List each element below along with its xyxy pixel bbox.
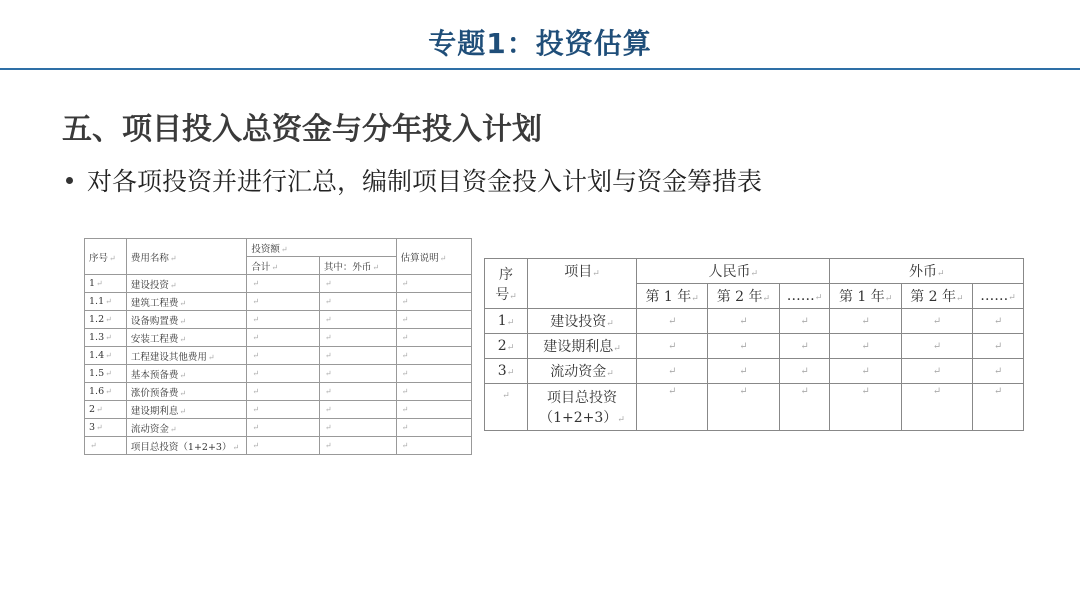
table-row: 1↵ 建设投资↵ ↵ ↵ ↵ ↵ ↵ ↵: [485, 309, 1024, 334]
header-divider: [0, 68, 1080, 70]
header-no: 序 号↵: [485, 259, 528, 309]
bullet-text: 对各项投资并进行汇总，编制项目资金投入计划与资金筹措表: [87, 167, 763, 196]
header-name: 费用名称↵: [126, 239, 246, 275]
header-foreign-more: ……↵: [973, 284, 1024, 309]
header-rmb-year1: 第 1 年↵: [637, 284, 708, 309]
table-row-total: ↵ 项目总投资（1+2+3）↵ ↵ ↵ ↵: [85, 437, 472, 455]
section-heading: 五、项目投入总资金与分年投入计划: [62, 112, 542, 147]
table-row: 2↵ 建设期利息↵ ↵ ↵ ↵ ↵ ↵ ↵: [485, 334, 1024, 359]
table-row: 1↵ 建设投资↵ ↵ ↵ ↵: [85, 275, 472, 293]
header-foreign: 其中：外币↵: [319, 257, 396, 275]
table-row: 2↵ 建设期利息↵ ↵ ↵ ↵: [85, 401, 472, 419]
bullet-item: [66, 162, 762, 198]
table-row: 1.1↵ 建筑工程费↵ ↵ ↵ ↵: [85, 293, 472, 311]
header-total: 合计↵: [247, 257, 320, 275]
header-foreign-year2: 第 2 年↵: [901, 284, 972, 309]
header-foreign: 外币↵: [830, 259, 1024, 284]
table-row: 3↵ 流动资金↵ ↵ ↵ ↵: [85, 419, 472, 437]
header-item: 项目↵: [528, 259, 637, 309]
header-rmb-year2: 第 2 年↵: [708, 284, 779, 309]
header-foreign-year1: 第 1 年↵: [830, 284, 901, 309]
table-row: 1.3↵ 安装工程费↵ ↵ ↵ ↵: [85, 329, 472, 347]
table-row: 1.4↵ 工程建设其他费用↵ ↵ ↵ ↵: [85, 347, 472, 365]
bullet-dot-icon: [66, 177, 73, 184]
table-header-row: [85, 239, 472, 257]
header-rmb: 人民币↵: [637, 259, 830, 284]
table-row: 1.2↵ 设备购置费↵ ↵ ↵ ↵: [85, 311, 472, 329]
table-header-row: [485, 259, 1024, 284]
header-rmb-more: ……↵: [779, 284, 830, 309]
header-note: 估算说明↵: [396, 239, 471, 275]
funding-plan-table: [484, 258, 1024, 431]
table-row: 1.5↵ 基本预备费↵ ↵ ↵ ↵: [85, 365, 472, 383]
investment-estimate-table: [84, 238, 472, 455]
table-row-total: ↵ 项目总投资 （1+2+3）↵ ↵ ↵ ↵ ↵ ↵ ↵: [485, 384, 1024, 431]
table-row: 3↵ 流动资金↵ ↵ ↵ ↵ ↵ ↵ ↵: [485, 359, 1024, 384]
header-amount: 投资额↵: [247, 239, 396, 257]
table-row: 1.6↵ 涨价预备费↵ ↵ ↵ ↵: [85, 383, 472, 401]
slide-title: 专题1：投资估算: [428, 27, 652, 60]
header-no: 序号↵: [85, 239, 127, 275]
